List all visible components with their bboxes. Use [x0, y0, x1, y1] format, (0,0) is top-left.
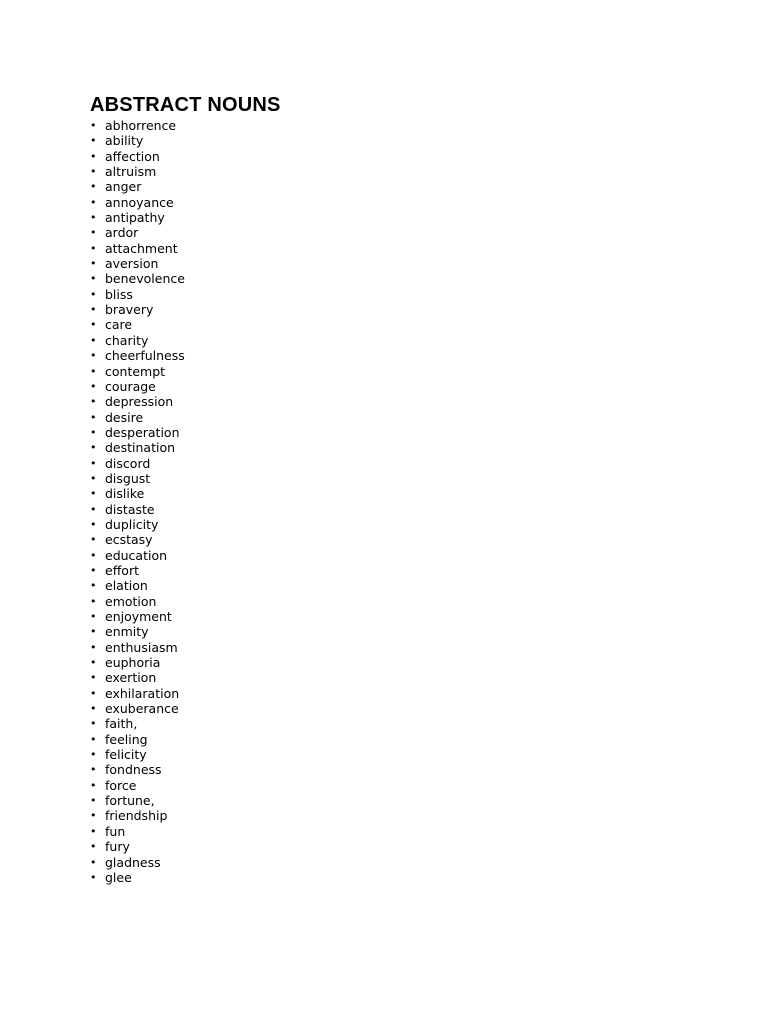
bullet-icon: •: [90, 671, 97, 685]
bullet-icon: •: [90, 165, 97, 179]
list-item-text: effort: [105, 562, 139, 578]
list-item-text: desperation: [105, 424, 180, 440]
list-item-text: desire: [105, 409, 144, 425]
list-item: [90, 179, 185, 194]
bullet-icon: •: [90, 257, 97, 271]
bullet-icon: •: [90, 809, 97, 823]
list-item: [90, 839, 185, 854]
bullet-icon: •: [90, 318, 97, 332]
list-item-text: destination: [105, 440, 176, 456]
list-item: [90, 701, 185, 716]
list-item-text: annoyance: [105, 194, 174, 210]
page-title: ABSTRACT NOUNS: [90, 94, 281, 116]
bullet-icon: •: [90, 272, 97, 286]
list-item: [90, 317, 185, 332]
bullet-icon: •: [90, 211, 97, 225]
list-item: [90, 333, 185, 348]
bullet-icon: •: [90, 364, 97, 378]
list-item-text: altruism: [105, 164, 157, 180]
bullet-icon: •: [90, 548, 97, 562]
list-item-text: faith,: [105, 716, 138, 732]
list-item: [90, 287, 185, 302]
list-item: [90, 686, 185, 701]
list-item: [90, 778, 185, 793]
bullet-icon: •: [90, 441, 97, 455]
bullet-icon: •: [90, 656, 97, 670]
bullet-icon: •: [90, 748, 97, 762]
bullet-icon: •: [90, 533, 97, 547]
bullet-icon: •: [90, 717, 97, 731]
list-item-text: affection: [105, 148, 160, 164]
bullet-icon: •: [90, 456, 97, 470]
list-item: [90, 517, 185, 532]
bullet-icon: •: [90, 824, 97, 838]
list-item: [90, 502, 185, 517]
list-item-text: fury: [105, 839, 130, 855]
list-item-text: antipathy: [105, 210, 165, 226]
list-item: [90, 456, 185, 471]
list-item-text: exhilaration: [105, 685, 180, 701]
list-item: [90, 410, 185, 425]
list-item: [90, 271, 185, 286]
list-item: [90, 486, 185, 501]
list-item-text: courage: [105, 378, 156, 394]
bullet-icon: •: [90, 840, 97, 854]
list-item: [90, 870, 185, 885]
list-item: [90, 210, 185, 225]
list-item: [90, 732, 185, 747]
list-item-text: duplicity: [105, 516, 159, 532]
list-item-text: glee: [105, 869, 132, 885]
bullet-icon: •: [90, 349, 97, 363]
list-item: [90, 855, 185, 870]
list-item-text: aversion: [105, 256, 159, 272]
list-item: [90, 364, 185, 379]
bullet-icon: •: [90, 226, 97, 240]
list-item-text: enmity: [105, 624, 149, 640]
list-item: [90, 532, 185, 547]
list-item: [90, 149, 185, 164]
list-item-text: friendship: [105, 808, 168, 824]
list-item-text: anger: [105, 179, 142, 195]
list-item: [90, 762, 185, 777]
list-item-text: education: [105, 547, 168, 563]
list-item-text: care: [105, 317, 133, 333]
bullet-icon: •: [90, 180, 97, 194]
list-item-text: exuberance: [105, 701, 179, 717]
list-item-text: ecstasy: [105, 532, 153, 548]
list-item: [90, 716, 185, 731]
list-item: [90, 164, 185, 179]
list-item: [90, 624, 185, 639]
bullet-icon: •: [90, 778, 97, 792]
list-item-text: contempt: [105, 363, 166, 379]
list-item: [90, 118, 185, 133]
bullet-icon: •: [90, 610, 97, 623]
list-item-text: euphoria: [105, 655, 161, 671]
bullet-icon: •: [90, 594, 97, 608]
list-item-text: exertion: [105, 670, 157, 686]
bullet-icon: •: [90, 134, 97, 148]
bullet-icon: •: [90, 487, 97, 501]
list-item-text: depression: [105, 394, 174, 410]
list-item-text: discord: [105, 455, 151, 471]
list-item-text: abhorrence: [105, 118, 177, 133]
list-item-text: attachment: [105, 240, 178, 256]
bullet-icon: •: [90, 579, 97, 593]
bullet-icon: •: [90, 855, 97, 869]
list-item-text: enthusiasm: [105, 639, 178, 655]
bullet-icon: •: [90, 625, 97, 639]
list-item-text: fortune,: [105, 793, 155, 809]
bullet-icon: •: [90, 640, 97, 654]
bullet-icon: •: [90, 502, 97, 516]
bullet-icon: •: [90, 333, 97, 347]
list-item: [90, 808, 185, 823]
bullet-icon: •: [90, 763, 97, 777]
bullet-icon: •: [90, 425, 97, 439]
list-item: [90, 640, 185, 655]
list-item: [90, 471, 185, 486]
list-item-text: emotion: [105, 593, 157, 609]
abstract-nouns-list: [90, 118, 185, 885]
bullet-icon: •: [90, 149, 97, 163]
list-item-text: bliss: [105, 286, 133, 302]
bullet-icon: •: [90, 517, 97, 531]
list-item-text: enjoyment: [105, 609, 172, 624]
bullet-icon: •: [90, 732, 97, 746]
list-item-text: disgust: [105, 470, 151, 486]
bullet-icon: •: [90, 303, 97, 317]
bullet-icon: •: [90, 379, 97, 393]
list-item: [90, 548, 185, 563]
bullet-icon: •: [90, 794, 97, 808]
bullet-icon: •: [90, 287, 97, 301]
bullet-icon: •: [90, 410, 97, 424]
list-item: [90, 594, 185, 609]
bullet-icon: •: [90, 471, 97, 485]
bullet-icon: •: [90, 686, 97, 700]
list-item: [90, 302, 185, 317]
list-item-text: benevolence: [105, 271, 185, 287]
list-item: [90, 379, 185, 394]
list-item-text: dislike: [105, 486, 145, 502]
bullet-icon: •: [90, 563, 97, 577]
bullet-icon: •: [90, 195, 97, 209]
list-item: [90, 241, 185, 256]
list-item-text: ardor: [105, 225, 139, 241]
list-item-text: bravery: [105, 302, 154, 318]
list-item-text: charity: [105, 332, 149, 348]
list-item: [90, 747, 185, 762]
bullet-icon: •: [90, 702, 97, 716]
list-item: [90, 609, 185, 624]
list-item-text: feeling: [105, 731, 148, 747]
list-item-text: gladness: [105, 854, 161, 870]
list-item: [90, 670, 185, 685]
list-item-text: cheerfulness: [105, 348, 185, 364]
list-item: [90, 195, 185, 210]
list-item-text: distaste: [105, 501, 155, 517]
list-item-text: felicity: [105, 747, 147, 763]
list-item: [90, 256, 185, 271]
bullet-icon: •: [90, 870, 97, 884]
list-item: [90, 824, 185, 839]
list-item: [90, 425, 185, 440]
list-item: [90, 133, 185, 148]
bullet-icon: •: [90, 395, 97, 409]
list-item-text: ability: [105, 133, 144, 149]
list-item: [90, 440, 185, 455]
list-item: [90, 348, 185, 363]
list-item: [90, 394, 185, 409]
list-item: [90, 578, 185, 593]
bullet-icon: •: [90, 119, 97, 132]
list-item: [90, 225, 185, 240]
list-item-text: fun: [105, 823, 126, 839]
list-item: [90, 563, 185, 578]
list-item-text: fondness: [105, 762, 162, 778]
list-item-text: elation: [105, 578, 148, 594]
list-item: [90, 793, 185, 808]
bullet-icon: •: [90, 241, 97, 255]
list-item-text: force: [105, 777, 137, 793]
list-item: [90, 655, 185, 670]
